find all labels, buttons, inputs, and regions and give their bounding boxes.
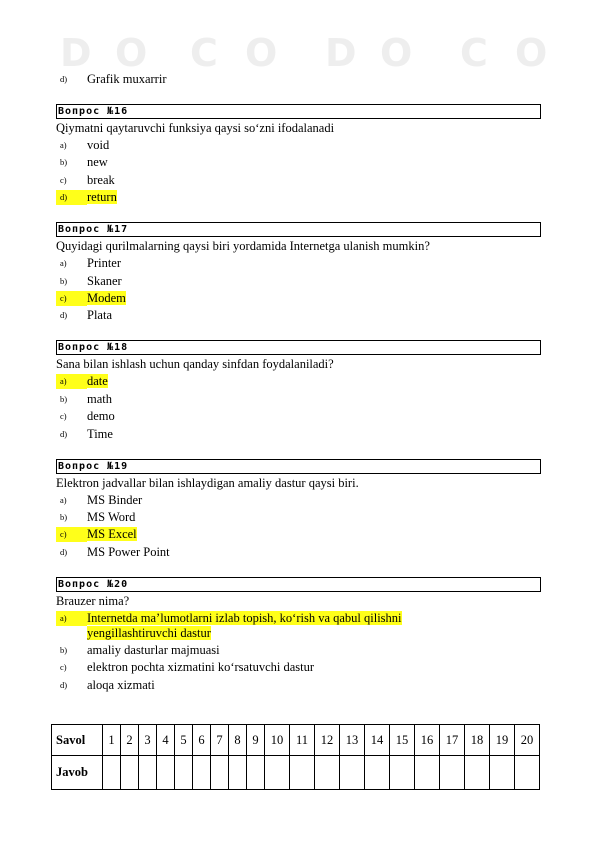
svg-text:O: O — [515, 31, 548, 70]
question-17 — [56, 222, 541, 323]
answer-cell[interactable] — [265, 756, 290, 790]
option-c — [56, 660, 541, 675]
row-label-savol: Savol — [52, 725, 103, 756]
option-c — [56, 409, 541, 424]
question-number-cell: 17 — [440, 725, 465, 756]
prev-option-d — [56, 72, 541, 87]
answer-cell[interactable] — [315, 756, 340, 790]
option-text: MS Excel — [87, 527, 137, 542]
option-b — [56, 510, 541, 525]
answer-cell[interactable] — [193, 756, 211, 790]
question-number-cell: 15 — [390, 725, 415, 756]
question-19 — [56, 459, 541, 560]
question-18 — [56, 340, 541, 441]
option-text: Plata — [87, 308, 112, 323]
option-letter: a) — [60, 140, 67, 150]
option-text: MS Binder — [87, 492, 143, 507]
option-letter: c) — [56, 291, 87, 306]
answer-table-row-savol — [52, 725, 540, 756]
question-number-cell: 5 — [175, 725, 193, 756]
option-letter: d) — [60, 310, 68, 321]
option-a — [56, 138, 541, 153]
option-b — [56, 643, 541, 658]
answer-cell[interactable] — [139, 756, 157, 790]
question-text: Elektron jadvallar bilan ishlaydigan amaliy dastur qaysi biri. — [56, 475, 359, 490]
option-letter: a) — [56, 611, 87, 626]
option-d — [56, 545, 541, 560]
option-a — [56, 256, 541, 271]
option-text: MS Word — [87, 509, 136, 524]
option-text: Grafik muxarrir — [87, 72, 167, 86]
option-letter: d) — [60, 428, 68, 439]
option-letter: a) — [60, 258, 67, 269]
option-letter: b) — [60, 393, 68, 404]
svg-text:D: D — [60, 31, 92, 70]
option-letter: d) — [60, 74, 68, 84]
answer-cell[interactable] — [365, 756, 390, 790]
answer-cell[interactable] — [103, 756, 121, 790]
question-header: Вопрос №16 — [56, 104, 541, 119]
question-number-cell: 11 — [290, 725, 315, 756]
option-text: Skaner — [87, 273, 122, 288]
option-letter: b) — [60, 511, 68, 522]
option-letter: c) — [56, 527, 87, 542]
question-header: Вопрос №20 — [56, 577, 541, 592]
option-letter: b) — [60, 275, 68, 286]
answer-cell[interactable] — [490, 756, 515, 790]
question-number-cell: 13 — [340, 725, 365, 756]
question-number-cell: 12 — [315, 725, 340, 756]
svg-text:D: D — [325, 31, 357, 70]
question-number-cell: 19 — [490, 725, 515, 756]
answer-cell[interactable] — [175, 756, 193, 790]
option-text: amaliy dasturlar majmuasi — [87, 643, 220, 658]
option-text: Time — [87, 426, 113, 441]
question-header: Вопрос №18 — [56, 340, 541, 355]
option-text: MS Power Point — [87, 544, 170, 559]
option-text: demo — [87, 409, 115, 424]
option-letter: d) — [56, 190, 87, 205]
option-b — [56, 274, 541, 289]
answer-cell[interactable] — [229, 756, 247, 790]
svg-text:O: O — [380, 31, 413, 70]
option-letter: a) — [56, 374, 87, 389]
question-text: Brauzer nima? — [56, 593, 130, 608]
option-text: break — [87, 172, 115, 187]
answer-cell[interactable] — [157, 756, 175, 790]
option-d — [56, 678, 541, 693]
answer-cell[interactable] — [390, 756, 415, 790]
option-text: Modem — [87, 290, 126, 305]
answer-cell[interactable] — [340, 756, 365, 790]
answer-cell[interactable] — [121, 756, 139, 790]
question-20 — [56, 577, 541, 693]
question-16 — [56, 104, 541, 205]
answer-cell[interactable] — [211, 756, 229, 790]
option-text: return — [87, 190, 117, 205]
option-text: new — [87, 155, 108, 170]
option-text: Internetda ma’lumotlarni izlab topish, ko‘rish va qabul qilishni yengillashtiruvchi dastur — [87, 610, 402, 640]
question-number-cell: 6 — [193, 725, 211, 756]
question-number-cell: 16 — [415, 725, 440, 756]
question-number-cell: 18 — [465, 725, 490, 756]
quiz-document — [56, 0, 541, 695]
option-letter: a) — [60, 494, 67, 505]
option-b — [56, 392, 541, 407]
option-d — [56, 308, 541, 323]
question-number-cell: 8 — [229, 725, 247, 756]
question-number-cell: 7 — [211, 725, 229, 756]
svg-text:O: O — [115, 31, 148, 70]
answer-cell[interactable] — [247, 756, 265, 790]
question-number-cell: 3 — [139, 725, 157, 756]
option-letter: c) — [60, 662, 67, 673]
option-letter: b) — [60, 645, 68, 656]
option-letter: d) — [60, 679, 68, 690]
question-number-cell: 20 — [515, 725, 540, 756]
option-text: math — [87, 391, 112, 406]
option-letter: c) — [60, 174, 67, 185]
option-c-correct — [56, 527, 541, 542]
row-label-javob: Javob — [52, 756, 103, 790]
option-text: void — [87, 138, 110, 152]
question-text: Quyidagi qurilmalarning qaysi biri yordamida Internetga ulanish mumkin? — [56, 239, 430, 254]
option-b — [56, 155, 541, 170]
option-c-correct — [56, 291, 541, 306]
option-letter: c) — [60, 411, 67, 422]
answer-cell[interactable] — [465, 756, 490, 790]
option-d — [56, 427, 541, 442]
question-number-cell: 14 — [365, 725, 390, 756]
svg-text:C: C — [460, 31, 488, 70]
question-number-cell: 10 — [265, 725, 290, 756]
option-text: date — [87, 374, 108, 389]
question-text: Qiymatni qaytaruvchi funksiya qaysi so‘zni ifodalanadi — [56, 121, 335, 135]
option-d-correct — [56, 190, 541, 205]
answer-cell[interactable] — [440, 756, 465, 790]
option-text: Printer — [87, 256, 122, 271]
question-number-cell: 9 — [247, 725, 265, 756]
svg-text:O: O — [245, 31, 278, 70]
answer-cell[interactable] — [290, 756, 315, 790]
answer-cell[interactable] — [415, 756, 440, 790]
question-header: Вопрос №17 — [56, 222, 541, 237]
answer-table-row-javob — [52, 756, 540, 790]
option-text: elektron pochta xizmatini ko‘rsatuvchi dastur — [87, 660, 315, 675]
option-a — [56, 493, 541, 508]
option-text: aloqa xizmati — [87, 677, 155, 692]
option-a-correct — [56, 374, 541, 389]
svg-text:C: C — [190, 31, 218, 70]
question-number-cell: 2 — [121, 725, 139, 756]
answer-table — [51, 724, 540, 790]
question-text: Sana bilan ishlash uchun qanday sinfdan foydalaniladi? — [56, 357, 334, 372]
option-letter: b) — [60, 157, 68, 168]
option-letter: d) — [60, 546, 68, 557]
answer-cell[interactable] — [515, 756, 540, 790]
option-a-correct — [56, 611, 541, 641]
question-number-cell: 4 — [157, 725, 175, 756]
question-number-cell: 1 — [103, 725, 121, 756]
option-c — [56, 173, 541, 188]
question-header: Вопрос №19 — [56, 459, 541, 474]
